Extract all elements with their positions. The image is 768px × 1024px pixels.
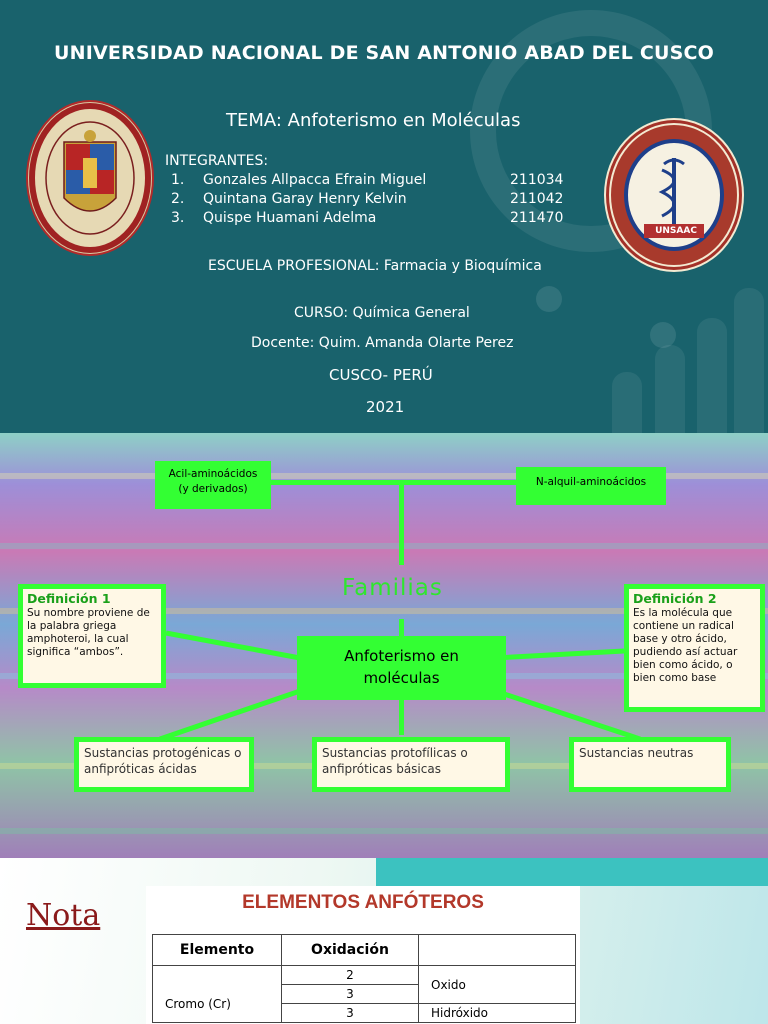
location-line: CUSCO- PERÚ bbox=[329, 366, 433, 384]
definition-1-title: Definición 1 bbox=[27, 591, 111, 606]
substance-box-neutral bbox=[569, 737, 731, 792]
title-slide bbox=[0, 0, 768, 433]
substance-label: Sustancias protofílicas o anfipróticas básicas bbox=[317, 742, 505, 787]
column-header bbox=[419, 935, 576, 966]
course-line: CURSO: Química General bbox=[294, 305, 470, 321]
oxidation-cell: 2 bbox=[282, 966, 419, 985]
deco-bar bbox=[612, 372, 642, 433]
coat-of-arms-icon bbox=[28, 102, 152, 254]
year-line: 2021 bbox=[366, 398, 405, 416]
member-number: 3. bbox=[171, 210, 185, 226]
university-seal bbox=[26, 100, 154, 256]
elements-table bbox=[152, 934, 576, 1023]
definition-1-text: Su nombre proviene de la palabra griega amphoteroi, la cual significa “ambos”. bbox=[27, 607, 150, 658]
deco-bar bbox=[655, 345, 685, 433]
substance-label: Sustancias protogénicas o anfipróticas ácidas bbox=[79, 742, 249, 787]
definition-1 bbox=[18, 584, 166, 688]
deco-band bbox=[376, 858, 768, 886]
substance-box-protophilic bbox=[312, 737, 510, 792]
member-number: 1. bbox=[171, 172, 185, 188]
central-concept: Anfoterismo en moléculas bbox=[297, 636, 506, 700]
note-heading: Nota bbox=[26, 898, 101, 933]
deco-bar bbox=[697, 318, 727, 433]
definition-2-text: Es la molécula que contiene un radical base y otro ácido, pudiendo así actuar bien como ácido, o bien como base bbox=[633, 607, 738, 684]
faculty-seal bbox=[604, 118, 744, 272]
family-box-nalquil: N-alquil-aminoácidos bbox=[516, 467, 666, 505]
definition-2 bbox=[624, 584, 765, 712]
familias-heading: Familias bbox=[342, 575, 443, 601]
substance-label: Sustancias neutras bbox=[574, 742, 726, 787]
table-header-row bbox=[153, 935, 576, 966]
oxidation-cell: 3 bbox=[282, 985, 419, 1004]
type-cell: Hidróxido bbox=[419, 1004, 576, 1023]
school-line: ESCUELA PROFESIONAL: Farmacia y Bioquímica bbox=[208, 258, 542, 274]
member-code: 211470 bbox=[510, 210, 564, 226]
column-header: Elemento bbox=[153, 935, 282, 966]
substance-box-protogenic bbox=[74, 737, 254, 792]
table-row bbox=[153, 966, 576, 985]
column-header: Oxidación bbox=[282, 935, 419, 966]
topic-title: TEMA: Anfoterismo en Moléculas bbox=[226, 110, 521, 131]
member-code: 211034 bbox=[510, 172, 564, 188]
note-slide bbox=[0, 858, 768, 1024]
members-label: INTEGRANTES: bbox=[165, 153, 269, 169]
seal-badge: UNSAAC bbox=[655, 226, 697, 236]
member-number: 2. bbox=[171, 191, 185, 207]
deco-circle-small bbox=[536, 286, 562, 312]
university-title: UNIVERSIDAD NACIONAL DE SAN ANTONIO ABAD DEL CUSCO bbox=[53, 42, 715, 64]
deco-bar bbox=[734, 288, 764, 433]
card-title: ELEMENTOS ANFÓTEROS bbox=[242, 892, 484, 913]
type-cell: Oxido bbox=[419, 966, 576, 1004]
definition-2-title: Definición 2 bbox=[633, 591, 717, 606]
element-cell: Cromo (Cr) bbox=[153, 966, 282, 1023]
family-box-acil: Acil-aminoácidos (y derivados) bbox=[155, 461, 271, 509]
amphoteric-elements-card bbox=[146, 886, 580, 1024]
concept-map-slide bbox=[0, 433, 768, 858]
oxidation-cell: 3 bbox=[282, 1004, 419, 1023]
teacher-line: Docente: Quim. Amanda Olarte Perez bbox=[251, 335, 514, 351]
member-name: Quintana Garay Henry Kelvin bbox=[203, 191, 407, 207]
member-name: Gonzales Allpacca Efrain Miguel bbox=[203, 172, 427, 188]
member-code: 211042 bbox=[510, 191, 564, 207]
caduceus-seal-icon bbox=[606, 120, 742, 270]
member-name: Quispe Huamani Adelma bbox=[203, 210, 377, 226]
